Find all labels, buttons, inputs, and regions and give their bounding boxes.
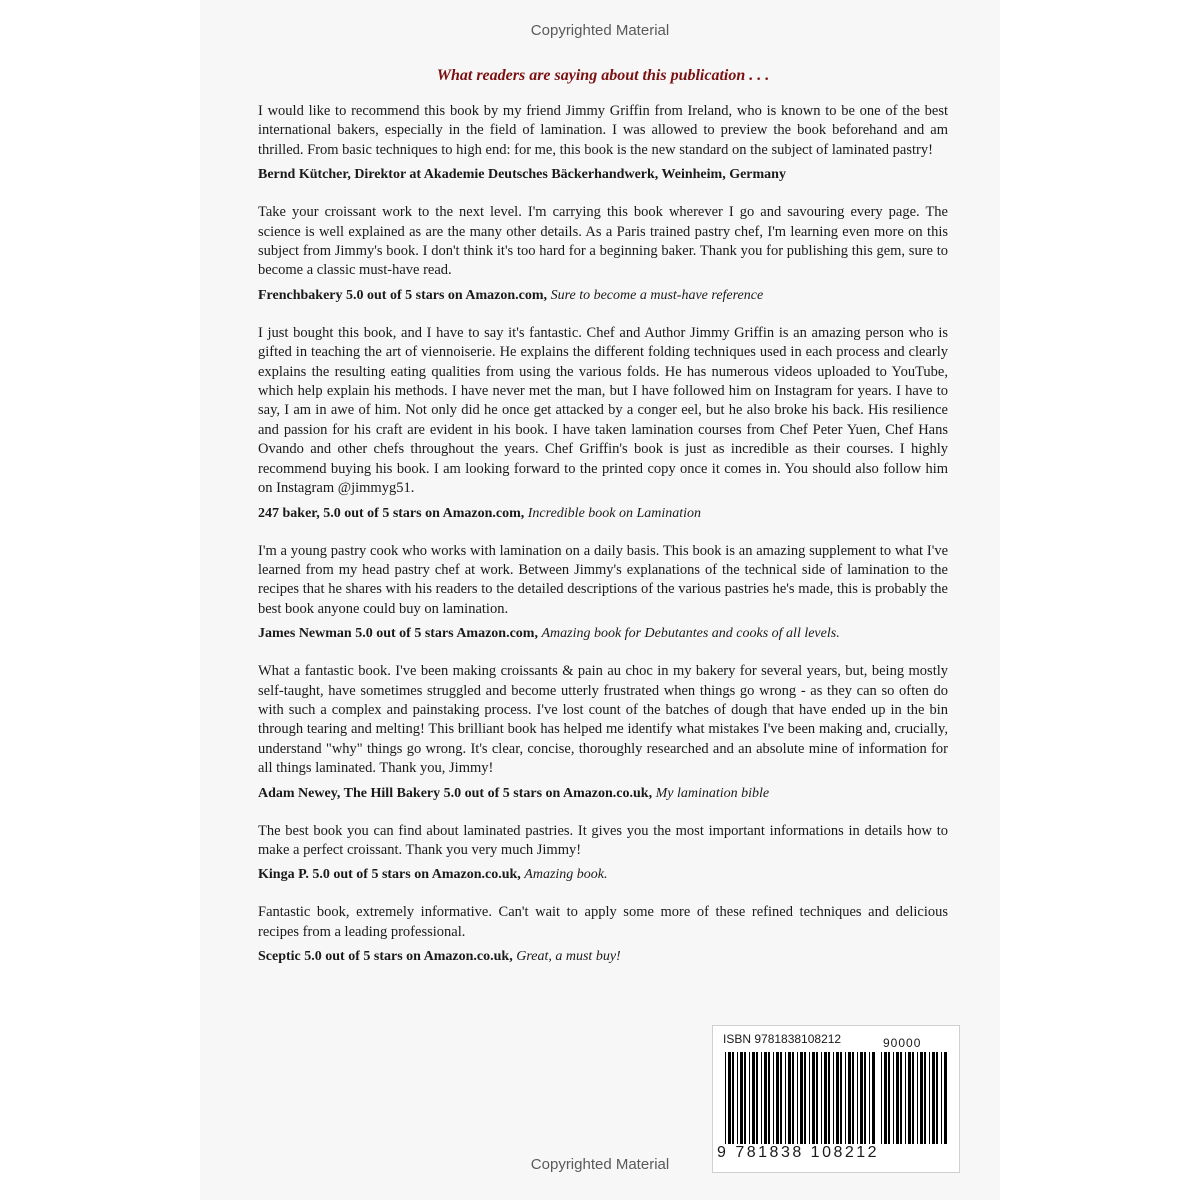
review-attribution bbox=[258, 785, 948, 803]
barcode-bar bbox=[740, 1052, 743, 1144]
barcode-bar bbox=[857, 1052, 858, 1144]
review-title: Amazing book for Debutantes and cooks of all levels. bbox=[541, 626, 840, 642]
copyright-watermark-bottom: Copyrighted Material bbox=[530, 1156, 670, 1173]
barcode-bar bbox=[881, 1052, 882, 1144]
barcode-bar bbox=[821, 1052, 822, 1144]
review-title: Sure to become a must-have reference bbox=[550, 287, 764, 303]
review-attribution bbox=[258, 505, 948, 523]
review-author: Kinga P. 5.0 out of 5 stars on Amazon.co.uk, bbox=[258, 867, 521, 883]
isbn-label: ISBN 9781838108212 bbox=[723, 1032, 842, 1046]
review-3 bbox=[258, 324, 948, 523]
barcode-bar bbox=[860, 1052, 863, 1144]
barcode-bar bbox=[737, 1052, 738, 1144]
review-author: Sceptic 5.0 out of 5 stars on Amazon.co.uk, bbox=[258, 949, 513, 965]
review-attribution bbox=[258, 948, 948, 966]
review-text: Fantastic book, extremely informative. Can't wait to apply some more of these refined techniques and delicious recipes from a leading professional. bbox=[258, 904, 948, 940]
barcode-bar bbox=[900, 1052, 902, 1144]
review-5 bbox=[258, 662, 948, 802]
barcode-bar bbox=[852, 1052, 854, 1144]
barcode-bar bbox=[804, 1052, 806, 1144]
barcode-bar bbox=[888, 1052, 890, 1144]
barcode-bar bbox=[764, 1052, 767, 1144]
barcode-bar bbox=[917, 1052, 918, 1144]
isbn-barcode-box bbox=[712, 1025, 960, 1173]
barcode-addon-bars bbox=[881, 1052, 947, 1144]
barcode-bar bbox=[905, 1052, 906, 1144]
review-text: I just bought this book, and I have to say it's fantastic. Chef and Author Jimmy Griffin is an amazing person who is gifted in teaching the art of viennoiserie. He explains the different folding techniques used in each process and clearly explains the resulting eating qualities from using the various folds. He has numerous videos uploaded to YouTube, which help explain his methods. I have never met the man, but I have followed him on Instagram for years. I have to say, I am in awe of him. Not only did he once get attacked by a conger eel, but he also broke his back. His resilience and passion for his craft are evident in his book. I have taken lamination courses from Chef Peter Yuen, Chef Hans Ovando and other chefs throughout the years. Chef Griffin's book is just as incredible as their courses. I highly recommend buying his book. I am looking forward to the printed copy once it comes in. You should also follow him on Instagram @jimmyg51. bbox=[258, 324, 948, 497]
review-author: James Newman 5.0 out of 5 stars Amazon.com, bbox=[258, 626, 538, 642]
reviews-heading: What readers are saying about this publication . . . bbox=[436, 67, 770, 84]
review-author: Bernd Kütcher, Direktor at Akademie Deutsches Bäckerhandwerk, Weinheim, Germany bbox=[258, 167, 786, 183]
barcode-bar bbox=[944, 1052, 947, 1144]
barcode-bar bbox=[725, 1052, 726, 1144]
review-title: Great, a must buy! bbox=[516, 949, 621, 965]
review-text: Take your croissant work to the next level. I'm carrying this book wherever I go and savouring every page. The science is well explained as are the many other details. As a Paris trained pastry chef, I'm learning even more on this subject from Jimmy's book. I don't think it's too hard for a beginning baker. Thank you for publishing this gem, sure to become a classic must-have read. bbox=[258, 204, 948, 279]
barcode-bar bbox=[936, 1052, 938, 1144]
barcode-bar bbox=[893, 1052, 894, 1144]
barcode-bar bbox=[728, 1052, 731, 1144]
barcode-bar bbox=[845, 1052, 846, 1144]
review-text: What a fantastic book. I've been making croissants & pain au choc in my bakery for several years, but, being mostly self-taught, have sometimes struggled and become utterly frustrated when things go wrong - as they can so often do with such a complex and painstaking process. I've lost count of the batches of dough that have ended up in the bin through tearing and melting! This brilliant book has helped me identify what mistakes I've been making and, crucially, understand "why" things go wrong. It's clear, concise, thoroughly researched and an absolute mine of information for all things laminated. Thank you, Jimmy! bbox=[258, 663, 948, 777]
review-attribution bbox=[258, 287, 948, 305]
barcode-bar bbox=[797, 1052, 798, 1144]
review-2 bbox=[258, 203, 948, 305]
barcode-bar bbox=[809, 1052, 810, 1144]
barcode-bar bbox=[752, 1052, 755, 1144]
barcode-bar bbox=[812, 1052, 815, 1144]
barcode-bar bbox=[912, 1052, 914, 1144]
barcode-bar bbox=[920, 1052, 923, 1144]
review-author: Frenchbakery 5.0 out of 5 stars on Amazon.com, bbox=[258, 287, 548, 303]
barcode-bar bbox=[840, 1052, 842, 1144]
barcode-bar bbox=[749, 1052, 750, 1144]
reviews-list bbox=[258, 102, 948, 985]
review-6 bbox=[258, 822, 948, 885]
barcode-bar bbox=[848, 1052, 851, 1144]
review-7 bbox=[258, 903, 948, 966]
barcode-bar bbox=[932, 1052, 935, 1144]
review-text: The best book you can find about laminated pastries. It gives you the most important informations in details how to make a perfect croissant. Thank you very much Jimmy! bbox=[258, 822, 948, 858]
review-attribution bbox=[258, 866, 948, 884]
barcode-bar bbox=[816, 1052, 818, 1144]
review-text: I'm a young pastry cook who works with lamination on a daily basis. This book is an amazing supplement to what I've learned from my head pastry chef at work. Between Jimmy's explanations of the technical side of lamination to the recipes that he shares with his readers to the detailed descriptions of the various pastries he's made, this is probably the best book anyone could buy on lamination. bbox=[258, 542, 948, 617]
barcode-bar bbox=[792, 1052, 794, 1144]
review-attribution bbox=[258, 625, 948, 643]
barcode-bar bbox=[756, 1052, 758, 1144]
review-title: Amazing book. bbox=[524, 867, 608, 883]
review-title: My lamination bible bbox=[655, 785, 770, 801]
review-1 bbox=[258, 102, 948, 184]
barcode-bar bbox=[776, 1052, 779, 1144]
barcode-bar bbox=[780, 1052, 782, 1144]
barcode-bar bbox=[908, 1052, 911, 1144]
barcode-bar bbox=[732, 1052, 734, 1144]
review-author: Adam Newey, The Hill Bakery 5.0 out of 5 stars on Amazon.co.uk, bbox=[258, 785, 653, 801]
review-4 bbox=[258, 542, 948, 644]
barcode-bar bbox=[884, 1052, 887, 1144]
barcode-bar bbox=[836, 1052, 839, 1144]
barcode-addon-number: 90000 bbox=[883, 1036, 922, 1050]
barcode-bar bbox=[785, 1052, 786, 1144]
barcode-bar bbox=[833, 1052, 834, 1144]
barcode-bar bbox=[828, 1052, 830, 1144]
barcode-bar bbox=[800, 1052, 803, 1144]
review-text: I would like to recommend this book by my friend Jimmy Griffin from Ireland, who is known to be one of the best international bakers, especially in the field of lamination. I was allowed to preview the book beforehand and am thrilled. From basic techniques to high end: for me, this book is the new standard on the subject of laminated pastry! bbox=[258, 103, 948, 158]
barcode-bar bbox=[744, 1052, 746, 1144]
barcode-bar bbox=[824, 1052, 827, 1144]
barcode-bar bbox=[872, 1052, 875, 1144]
review-title: Incredible book on Lamination bbox=[527, 505, 702, 521]
barcode-bar bbox=[773, 1052, 774, 1144]
barcode-bar bbox=[788, 1052, 791, 1144]
barcode-bar bbox=[768, 1052, 770, 1144]
barcode-bar bbox=[929, 1052, 930, 1144]
barcode-bar bbox=[761, 1052, 762, 1144]
copyright-watermark-top: Copyrighted Material bbox=[530, 22, 670, 39]
barcode-bar bbox=[941, 1052, 942, 1144]
barcode-bar bbox=[869, 1052, 870, 1144]
review-author: 247 baker, 5.0 out of 5 stars on Amazon.com, bbox=[258, 505, 525, 521]
barcode-bar bbox=[896, 1052, 899, 1144]
barcode-main-bars bbox=[725, 1052, 875, 1144]
barcode-bar bbox=[864, 1052, 866, 1144]
barcode-bar bbox=[924, 1052, 926, 1144]
barcode-digits: 9 781838 108212 bbox=[717, 1144, 880, 1161]
review-attribution bbox=[258, 166, 948, 184]
